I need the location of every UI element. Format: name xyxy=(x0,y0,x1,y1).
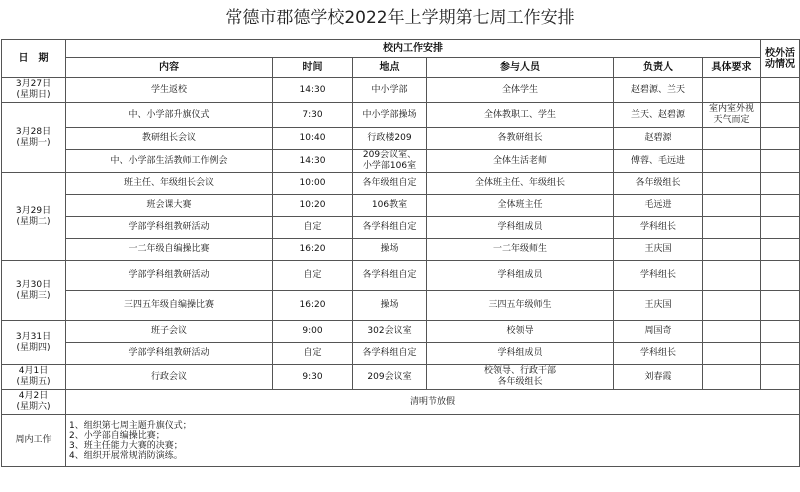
outside-activity-cell xyxy=(761,78,800,103)
time-cell: 16:20 xyxy=(273,239,353,261)
date-text: 4月1日 xyxy=(18,366,49,376)
leader-cell: 各年级组长 xyxy=(614,173,703,195)
requirement-header: 具体要求 xyxy=(703,58,761,78)
outside-activity-cell xyxy=(761,261,800,291)
date-text: 3月31日 xyxy=(15,331,52,342)
requirement-cell xyxy=(703,173,761,195)
date-text: 4月2日 xyxy=(18,391,49,401)
time-cell: 9:00 xyxy=(273,321,353,343)
requirement-cell xyxy=(703,239,761,261)
people-cell: 全体教职工、学生 xyxy=(427,103,614,128)
table-row xyxy=(2,195,800,217)
weekday-text: (星期五) xyxy=(16,377,51,387)
date-cell xyxy=(2,78,66,103)
weekly-work-notes xyxy=(66,415,800,467)
leader-cell: 周国奇 xyxy=(614,321,703,343)
content-cell: 行政会议 xyxy=(66,365,273,390)
requirement-cell xyxy=(703,343,761,365)
date-cell xyxy=(2,390,66,415)
time-cell: 9:30 xyxy=(273,365,353,390)
people-header: 参与人员 xyxy=(427,58,614,78)
weekly-work-label: 周内工作 xyxy=(2,415,66,467)
leader-cell: 赵碧源、兰天 xyxy=(614,78,703,103)
table-row xyxy=(2,150,800,173)
content-cell: 班会课大赛 xyxy=(66,195,273,217)
people-cell: 校领导 xyxy=(427,321,614,343)
weekday-text: (星期三) xyxy=(16,290,51,301)
date-cell xyxy=(2,103,66,173)
requirement-cell xyxy=(703,365,761,390)
leader-cell: 赵碧源 xyxy=(614,128,703,150)
people-cell: 全体班主任 xyxy=(427,195,614,217)
weekly-work-item: 3、班主任能力大赛的决赛； xyxy=(69,440,183,451)
table-row xyxy=(2,239,800,261)
date-text: 3月30日 xyxy=(15,279,52,290)
time-cell: 14:30 xyxy=(273,150,353,173)
place-cell: 操场 xyxy=(353,239,427,261)
outside-activity-cell xyxy=(761,291,800,321)
place-cell: 209会议室 xyxy=(353,365,427,390)
table-row xyxy=(2,128,800,150)
weekday-text: (星期四) xyxy=(16,342,51,353)
content-cell: 学部学科组教研活动 xyxy=(66,261,273,291)
weekly-work-item: 4、组织开展常规消防演练。 xyxy=(69,450,183,461)
schedule-table xyxy=(1,39,800,467)
content-header: 内容 xyxy=(66,58,273,78)
leader-cell: 学科组长 xyxy=(614,217,703,239)
leader-cell: 王庆国 xyxy=(614,291,703,321)
place-cell: 行政楼209 xyxy=(353,128,427,150)
date-header: 日 期 xyxy=(2,40,66,78)
outside-activity-cell xyxy=(761,321,800,343)
outside-activity-cell xyxy=(761,128,800,150)
page-title: 常德市郡德学校2022年上学期第七周工作安排 xyxy=(225,8,575,28)
outside-activity-cell xyxy=(761,150,800,173)
requirement-cell xyxy=(703,261,761,291)
people-cell: 学科组成员 xyxy=(427,343,614,365)
content-cell: 中、小学部生活教师工作例会 xyxy=(66,150,273,173)
people-cell: 学科组成员 xyxy=(427,217,614,239)
content-cell: 学生返校 xyxy=(66,78,273,103)
place-cell: 302会议室 xyxy=(353,321,427,343)
people-cell: 各教研组长 xyxy=(427,128,614,150)
content-cell: 教研组长会议 xyxy=(66,128,273,150)
weekly-work-item: 1、组织第七周主题升旗仪式； xyxy=(69,420,192,431)
place-cell: 209会议室、 小学部106室 xyxy=(353,150,427,173)
time-cell: 10:20 xyxy=(273,195,353,217)
date-text: 3月29日 xyxy=(15,205,52,216)
table-row xyxy=(2,217,800,239)
outside-activity-cell xyxy=(761,103,800,128)
leader-header: 负责人 xyxy=(614,58,703,78)
table-row xyxy=(2,78,800,103)
leader-cell: 毛远进 xyxy=(614,195,703,217)
weekday-text: (星期二) xyxy=(16,216,51,227)
time-cell: 自定 xyxy=(273,261,353,291)
outside-activity-cell xyxy=(761,239,800,261)
place-cell: 各学科组自定 xyxy=(353,343,427,365)
leader-cell: 刘春霞 xyxy=(614,365,703,390)
place-cell: 106教室 xyxy=(353,195,427,217)
requirement-cell: 室内室外视天气而定 xyxy=(703,103,761,128)
date-cell xyxy=(2,261,66,321)
place-header: 地点 xyxy=(353,58,427,78)
leader-cell: 学科组长 xyxy=(614,343,703,365)
place-cell: 各学科组自定 xyxy=(353,217,427,239)
time-cell: 自定 xyxy=(273,217,353,239)
people-cell: 一二年级师生 xyxy=(427,239,614,261)
school-section-header: 校内工作安排 xyxy=(66,40,761,58)
people-cell: 全体班主任、年级组长 xyxy=(427,173,614,195)
table-row xyxy=(2,321,800,343)
place-cell: 中小学部操场 xyxy=(353,103,427,128)
outside-activity-cell xyxy=(761,195,800,217)
place-cell: 各学科组自定 xyxy=(353,261,427,291)
table-row xyxy=(2,343,800,365)
people-cell: 三四五年级师生 xyxy=(427,291,614,321)
holiday-row xyxy=(2,390,800,415)
outside-activity-cell xyxy=(761,173,800,195)
leader-cell: 王庆国 xyxy=(614,239,703,261)
people-cell: 校领导、行政干部 各年级组长 xyxy=(427,365,614,390)
content-cell: 班主任、年级组长会议 xyxy=(66,173,273,195)
content-cell: 班子会议 xyxy=(66,321,273,343)
requirement-cell xyxy=(703,195,761,217)
people-cell: 学科组成员 xyxy=(427,261,614,291)
requirement-cell xyxy=(703,217,761,239)
weekly-work-row xyxy=(2,415,800,467)
outside-activity-cell xyxy=(761,343,800,365)
requirement-cell xyxy=(703,321,761,343)
time-cell: 10:40 xyxy=(273,128,353,150)
header-row-1 xyxy=(2,40,800,58)
leader-cell: 兰天、赵碧源 xyxy=(614,103,703,128)
time-header: 时间 xyxy=(273,58,353,78)
table-row xyxy=(2,173,800,195)
content-cell: 学部学科组教研活动 xyxy=(66,343,273,365)
outside-activity-cell xyxy=(761,365,800,390)
place-cell: 中小学部 xyxy=(353,78,427,103)
time-cell: 自定 xyxy=(273,343,353,365)
table-row xyxy=(2,261,800,291)
date-cell xyxy=(2,173,66,261)
requirement-cell xyxy=(703,291,761,321)
people-cell: 全体学生 xyxy=(427,78,614,103)
weekday-text: (星期日) xyxy=(16,90,51,100)
content-cell: 一二年级自编操比赛 xyxy=(66,239,273,261)
time-cell: 10:00 xyxy=(273,173,353,195)
requirement-cell xyxy=(703,78,761,103)
time-cell: 7:30 xyxy=(273,103,353,128)
outside-activity-cell xyxy=(761,217,800,239)
outside-activity-header: 校外活动情况 xyxy=(761,40,800,78)
weekly-work-item: 2、小学部自编操比赛； xyxy=(69,430,165,441)
requirement-cell xyxy=(703,128,761,150)
place-cell: 操场 xyxy=(353,291,427,321)
holiday-text: 清明节放假 xyxy=(66,390,800,415)
content-cell: 三四五年级自编操比赛 xyxy=(66,291,273,321)
date-text: 3月27日 xyxy=(15,79,52,89)
content-cell: 中、小学部升旗仪式 xyxy=(66,103,273,128)
content-cell: 学部学科组教研活动 xyxy=(66,217,273,239)
requirement-cell xyxy=(703,150,761,173)
leader-cell: 学科组长 xyxy=(614,261,703,291)
date-cell xyxy=(2,365,66,390)
date-text: 3月28日 xyxy=(15,126,52,137)
header-row-2 xyxy=(2,58,800,78)
date-cell xyxy=(2,321,66,365)
place-cell: 各年级组自定 xyxy=(353,173,427,195)
people-cell: 全体生活老师 xyxy=(427,150,614,173)
table-row xyxy=(2,365,800,390)
weekday-text: (星期一) xyxy=(16,137,51,148)
table-row xyxy=(2,291,800,321)
leader-cell: 傅蓉、毛远进 xyxy=(614,150,703,173)
time-cell: 16:20 xyxy=(273,291,353,321)
table-row xyxy=(2,103,800,128)
weekday-text: (星期六) xyxy=(16,402,51,412)
time-cell: 14:30 xyxy=(273,78,353,103)
